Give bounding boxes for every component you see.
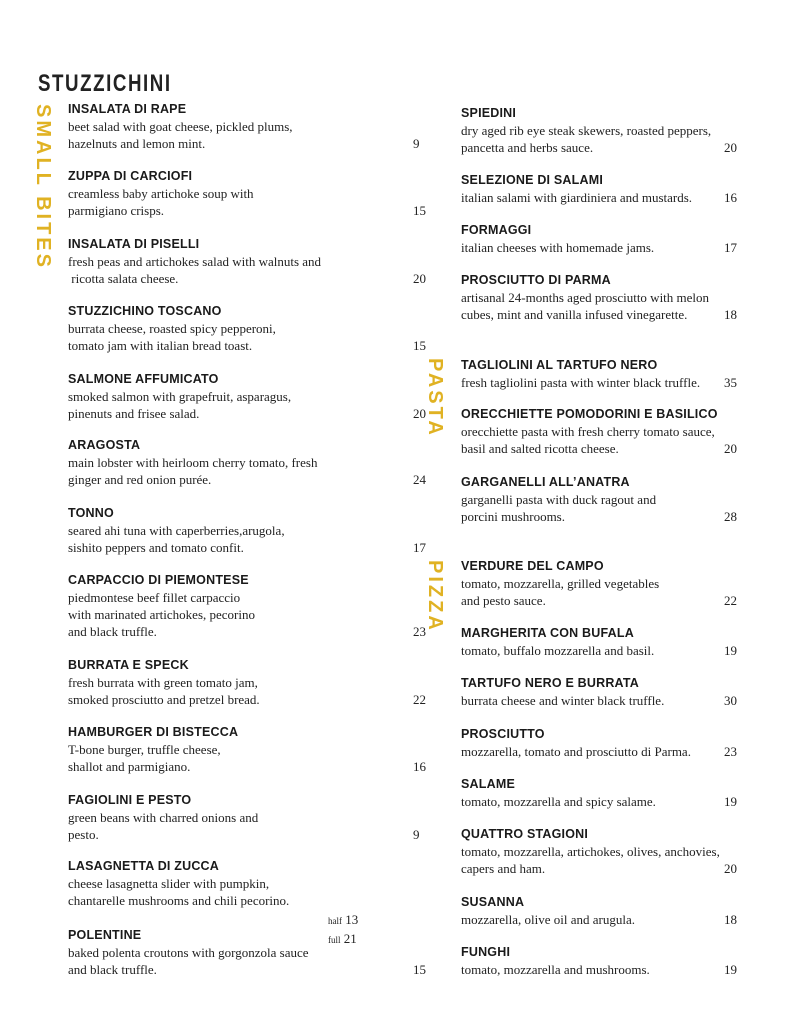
menu-item-description: fresh peas and artichokes salad with walnuts and — [68, 254, 322, 269]
menu-item-description: seared ahi tuna with caperberries,arugola, — [68, 523, 285, 538]
menu-item-description: italian salami with giardiniera and mustards. — [461, 190, 693, 205]
menu-item-price: 20 — [413, 406, 426, 421]
menu-item — [461, 474, 761, 525]
menu-item-name: GARGANELLI ALL’ANATRA — [461, 475, 630, 489]
menu-item-description: smoked salmon with grapefruit, asparagus, — [68, 389, 292, 404]
menu-item — [68, 927, 426, 978]
menu-item-name: POLENTINE — [68, 928, 142, 942]
menu-item-name: SPIEDINI — [461, 106, 517, 120]
menu-item-description: smoked prosciutto and pretzel bread. — [68, 692, 260, 707]
menu-item-price: 18 — [724, 307, 737, 322]
menu-item-description: hazelnuts and lemon mint. — [68, 136, 206, 151]
menu-item-description: orecchiette pasta with fresh cherry tomato sauce, — [461, 424, 715, 439]
menu-item-price: 23 — [413, 624, 426, 639]
menu-item-description: porcini mushrooms. — [461, 509, 565, 524]
menu-item-name: INSALATA DI PISELLI — [68, 237, 200, 251]
menu-item-description: garganelli pasta with duck ragout and — [461, 492, 657, 507]
menu-item — [68, 792, 420, 843]
menu-item-name: INSALATA DI RAPE — [68, 102, 187, 116]
menu-item-price: 9 — [413, 136, 420, 151]
menu-item — [68, 724, 426, 775]
menu-item-name: MARGHERITA CON BUFALA — [461, 626, 634, 640]
menu-item-price: 16 — [413, 759, 426, 774]
menu-item-name: ORECCHIETTE POMODORINI E BASILICO — [461, 407, 718, 421]
menu-item-name: TONNO — [68, 506, 114, 520]
menu-item-name: SALMONE AFFUMICATO — [68, 372, 219, 386]
menu-item-name: ZUPPA DI CARCIOFI — [68, 169, 193, 183]
menu-item — [461, 776, 761, 810]
menu-item — [68, 572, 426, 640]
menu-item-price: 15 — [413, 203, 426, 218]
menu-item-name: QUATTRO STAGIONI — [461, 827, 589, 841]
menu-item-description: pesto. — [68, 827, 99, 842]
menu-item-description: pancetta and herbs sauce. — [461, 140, 594, 155]
menu-item-name: BURRATA E SPECK — [68, 658, 189, 672]
menu-item-price: 9 — [413, 827, 420, 842]
menu-item-description: cubes, mint and vanilla infused vinegarette. — [461, 307, 688, 322]
menu-item-description: and black truffle. — [68, 624, 157, 639]
menu-item-name: FUNGHI — [461, 945, 511, 959]
menu-item-description: shallot and parmigiano. — [68, 759, 191, 774]
menu-item-price: 24 — [413, 472, 426, 487]
menu-item-description: cheese lasagnetta slider with pumpkin, — [68, 876, 270, 891]
menu-item-name: CARPACCIO DI PIEMONTESE — [68, 573, 249, 587]
menu-title: STUZZICHINI — [38, 70, 172, 97]
menu-item-description: fresh tagliolini pasta with winter black truffle. — [461, 375, 701, 390]
menu-item-name: TARTUFO NERO E BURRATA — [461, 676, 639, 690]
menu-item-price: 15 — [413, 962, 426, 977]
menu-item-name: FAGIOLINI E PESTO — [68, 793, 192, 807]
menu-item-name: SELEZIONE DI SALAMI — [461, 173, 604, 187]
menu-item-name: SALAME — [461, 777, 515, 791]
section-label-pasta: PASTA — [424, 358, 446, 438]
menu-item-description: and black truffle. — [68, 962, 157, 977]
menu-item-price: 30 — [724, 693, 737, 708]
menu-item-name: HAMBURGER DI BISTECCA — [68, 725, 239, 739]
menu-item-description: tomato, mozzarella and mushrooms. — [461, 962, 650, 977]
menu-item-name: ARAGOSTA — [68, 438, 141, 452]
menu-item-description: piedmontese beef fillet carpaccio — [68, 590, 241, 605]
menu-item-description: green beans with charred onions and — [68, 810, 259, 825]
menu-item-name: LASAGNETTA DI ZUCCA — [68, 859, 220, 873]
menu-item-description: and pesto sauce. — [461, 593, 546, 608]
menu-item-description: mozzarella, tomato and prosciutto di Parma. — [461, 744, 691, 759]
menu-item — [68, 437, 426, 488]
menu-item-description: tomato, mozzarella and spicy salame. — [461, 794, 656, 809]
menu-item-description: burrata cheese, roasted spicy pepperoni, — [68, 321, 276, 336]
menu-item-name: TAGLIOLINI AL TARTUFO NERO — [461, 358, 658, 372]
menu-item-price: 19 — [724, 643, 737, 658]
menu-item — [461, 726, 761, 760]
menu-item — [68, 371, 426, 422]
menu-item-price: 15 — [413, 338, 426, 353]
price-full: 21 — [343, 931, 357, 946]
menu-item — [461, 272, 761, 323]
menu-item-name: STUZZICHINO TOSCANO — [68, 304, 222, 318]
menu-item-name: PROSCIUTTO — [461, 727, 545, 741]
menu-item-description: dry aged rib eye steak skewers, roasted peppers, — [461, 123, 712, 138]
menu-item-price: 28 — [724, 509, 737, 524]
menu-item-description: ginger and red onion purée. — [68, 472, 212, 487]
menu-item-description: baked polenta croutons with gorgonzola sauce — [68, 945, 309, 960]
menu-item-price: 35 — [724, 375, 737, 390]
menu-item-price: 22 — [724, 593, 737, 608]
menu-item — [68, 505, 426, 556]
menu-item — [68, 657, 426, 708]
menu-item — [461, 105, 761, 156]
menu-item-price: 23 — [724, 744, 737, 759]
menu-item — [461, 406, 761, 457]
menu-item — [461, 675, 761, 709]
menu-item-description: ricotta salata cheese. — [68, 271, 179, 286]
menu-item-description: artisanal 24-months aged prosciutto with melon — [461, 290, 710, 305]
menu-item-description: fresh burrata with green tomato jam, — [68, 675, 258, 690]
menu-item-description: capers and ham. — [461, 861, 546, 876]
menu-item-price: 17 — [413, 540, 426, 555]
menu-item — [68, 303, 426, 354]
menu-item — [461, 826, 761, 877]
section-label-pizza: PIZZA — [424, 560, 446, 633]
menu-item-price: 20 — [724, 140, 737, 155]
price-full-label: full — [328, 935, 341, 945]
menu-item-description: basil and salted ricotta cheese. — [461, 441, 619, 456]
menu-item-description: main lobster with heirloom cherry tomato, fresh — [68, 455, 318, 470]
menu-item-description: tomato, buffalo mozzarella and basil. — [461, 643, 655, 658]
menu-item-description: sishito peppers and tomato confit. — [68, 540, 244, 555]
menu-item — [68, 236, 426, 287]
menu-item-description: chantarelle mushrooms and chili pecorino. — [68, 893, 290, 908]
menu-item-name: VERDURE DEL CAMPO — [461, 559, 604, 573]
menu-item-description: creamless baby artichoke soup with — [68, 186, 254, 201]
menu-item — [461, 944, 761, 978]
price-half-label: half — [328, 916, 342, 926]
section-label-small-bites: SMALL BITES — [32, 104, 54, 270]
menu-item-name: FORMAGGI — [461, 223, 532, 237]
menu-item-price: 17 — [724, 240, 737, 255]
menu-item-description: burrata cheese and winter black truffle. — [461, 693, 665, 708]
menu-item-description: tomato, mozzarella, artichokes, olives, anchovies, — [461, 844, 720, 859]
menu-item-price: 20 — [413, 271, 426, 286]
menu-item-description: T-bone burger, truffle cheese, — [68, 742, 221, 757]
menu-item — [68, 168, 426, 219]
menu-item-description: beet salad with goat cheese, pickled plums, — [68, 119, 293, 134]
menu-item-name: SUSANNA — [461, 895, 525, 909]
menu-item-description: parmigiano crisps. — [68, 203, 165, 218]
menu-item-description: italian cheeses with homemade jams. — [461, 240, 655, 255]
menu-item-description: tomato, mozzarella, grilled vegetables — [461, 576, 660, 591]
menu-item-price: 20 — [724, 861, 737, 876]
menu-item-description: pinenuts and frisee salad. — [68, 406, 200, 421]
menu-item — [461, 894, 761, 928]
menu-item-price: 16 — [724, 190, 737, 205]
menu-item — [461, 558, 761, 609]
menu-item-description: mozzarella, olive oil and arugula. — [461, 912, 635, 927]
menu-item-name: PROSCIUTTO DI PARMA — [461, 273, 611, 287]
menu-item-description: tomato jam with italian bread toast. — [68, 338, 253, 353]
menu-item-price: 22 — [413, 692, 426, 707]
price-half: 13 — [345, 912, 359, 927]
menu-item-price: 19 — [724, 794, 737, 809]
menu-item-description: with marinated artichokes, pecorino — [68, 607, 255, 622]
menu-item-price: 18 — [724, 912, 737, 927]
menu-item — [461, 357, 761, 391]
menu-item — [68, 101, 420, 152]
menu-item — [461, 625, 761, 659]
menu-item — [461, 172, 761, 206]
menu-item-price: 19 — [724, 962, 737, 977]
menu-item-price: 20 — [724, 441, 737, 456]
menu-item — [461, 222, 761, 256]
